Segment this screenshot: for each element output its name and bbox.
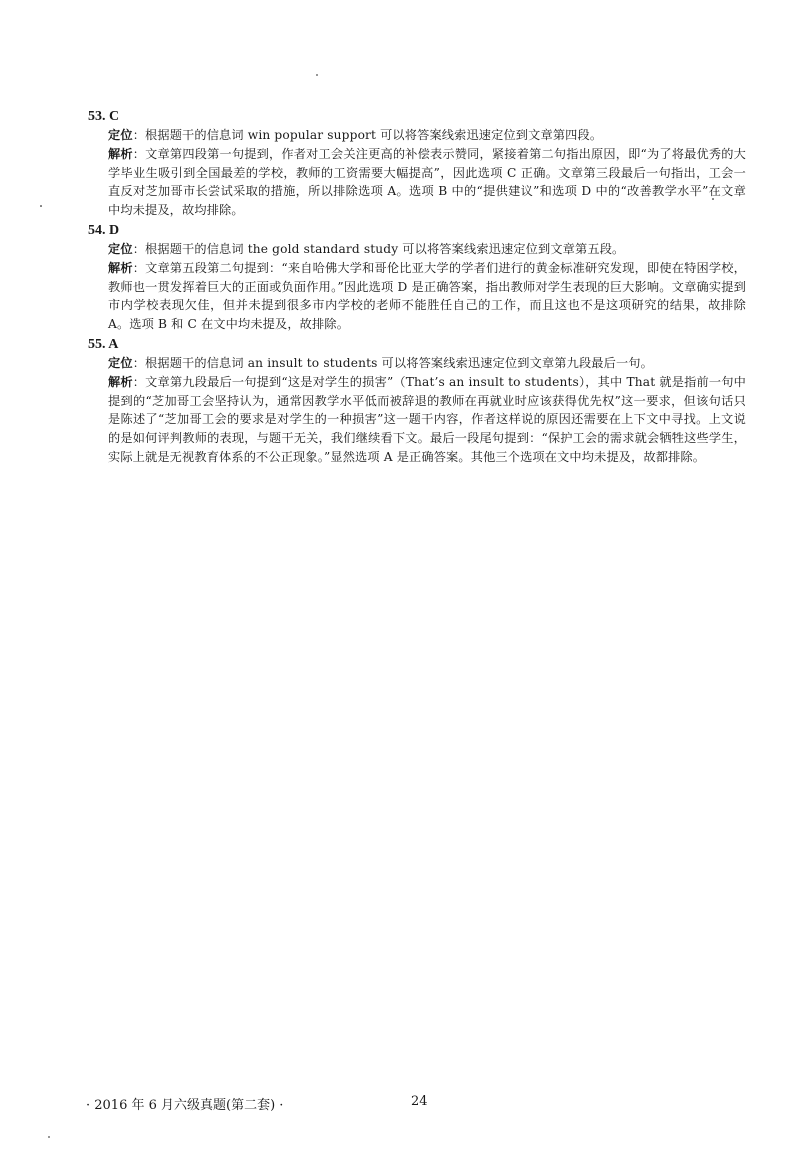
analysis-text: ：文章第五段第二句提到：“来自哈佛大学和哥伦比亚大学的学者们进行的黄金标准研究发现，即使在特困学校，教师也一贯发挥着巨大的正面或负面作用。”因此选项 D 是正确答案，指出教师对学生表现的巨大影响。文章确实提到市内学校表现欠佳，但并未提到很多市内学校的老师不能胜任自己的工作，而且这也不是这项研究的结果，故排除 A。选项 B 和 C 在文中均未提及，故排除。 [108,260,746,332]
scan-speck [316,74,318,76]
answer-item-54 [88,222,746,334]
scan-speck [40,205,42,207]
analysis-text: ：文章第四段第一句提到，作者对工会关注更高的补偿表示赞同，紧接着第二句指出原因，即“为了将最优秀的大学毕业生吸引到全国最差的学校，教师的工资需要大幅提高”，因此选项 C 正确。文章第三段最后一句指出，工会一直反对芝加哥市长尝试采取的措施，所以排除选项 A。选项 B 中的“提供建议”和选项 D 中的“改善教学水平”在文章中均未提及，故均排除。 [108,146,746,218]
question-number: 54. D [88,222,120,238]
footer-title: · 2016 年 6 月六级真题(第二套) · [86,1098,284,1113]
locate-paragraph [96,126,746,145]
analysis-label: 解析 [108,146,133,161]
scan-speck [48,1136,50,1138]
answer-item-55 [88,336,746,467]
analysis-paragraph [96,373,746,467]
locate-paragraph [96,354,746,373]
analysis-paragraph [96,145,746,220]
locate-text: ：根据题干的信息词 the gold standard study 可以将答案线索迅速定位到文章第五段。 [132,241,625,256]
analysis-label: 解析 [108,374,133,389]
locate-paragraph [96,240,746,259]
question-number: 53. C [88,109,120,124]
answer-explanations [88,108,746,469]
locate-text: ：根据题干的信息词 an insult to students 可以将答案线索迅速定位到文章第九段最后一句。 [132,355,653,370]
locate-label: 定位 [108,355,133,370]
analysis-paragraph [96,259,746,334]
locate-label: 定位 [108,241,133,256]
answer-item-53 [88,108,746,220]
locate-text: ：根据题干的信息词 win popular support 可以将答案线索迅速定位到文章第四段。 [132,128,603,142]
locate-label: 定位 [108,128,133,142]
analysis-text: ：文章第九段最后一句提到“这是对学生的损害”（That’s an insult to students），其中 That 就是指前一句中提到的“芝加哥工会坚持认为，通常因教学水平低而被辞退的教师在再就业时应该获得优先权”这一要求，但该句话只是陈述了“芝加哥工会的要求是对学生的一种损害”这一题干内容，作者这样说的原因还需要在上下文中寻找。上文说的是如何评判教师的表现，与题干无关，我们继续看下文。最后一段尾句提到：“保护工会的需求就会牺牲这些学生，实际上就是无视教育体系的不公正现象。”显然选项 A 是正确答案。其他三个选项在文中均未提及，故都排除。 [108,374,746,464]
analysis-label: 解析 [108,260,133,275]
question-number: 55. A [88,336,119,352]
page-number: 24 [411,1094,428,1109]
